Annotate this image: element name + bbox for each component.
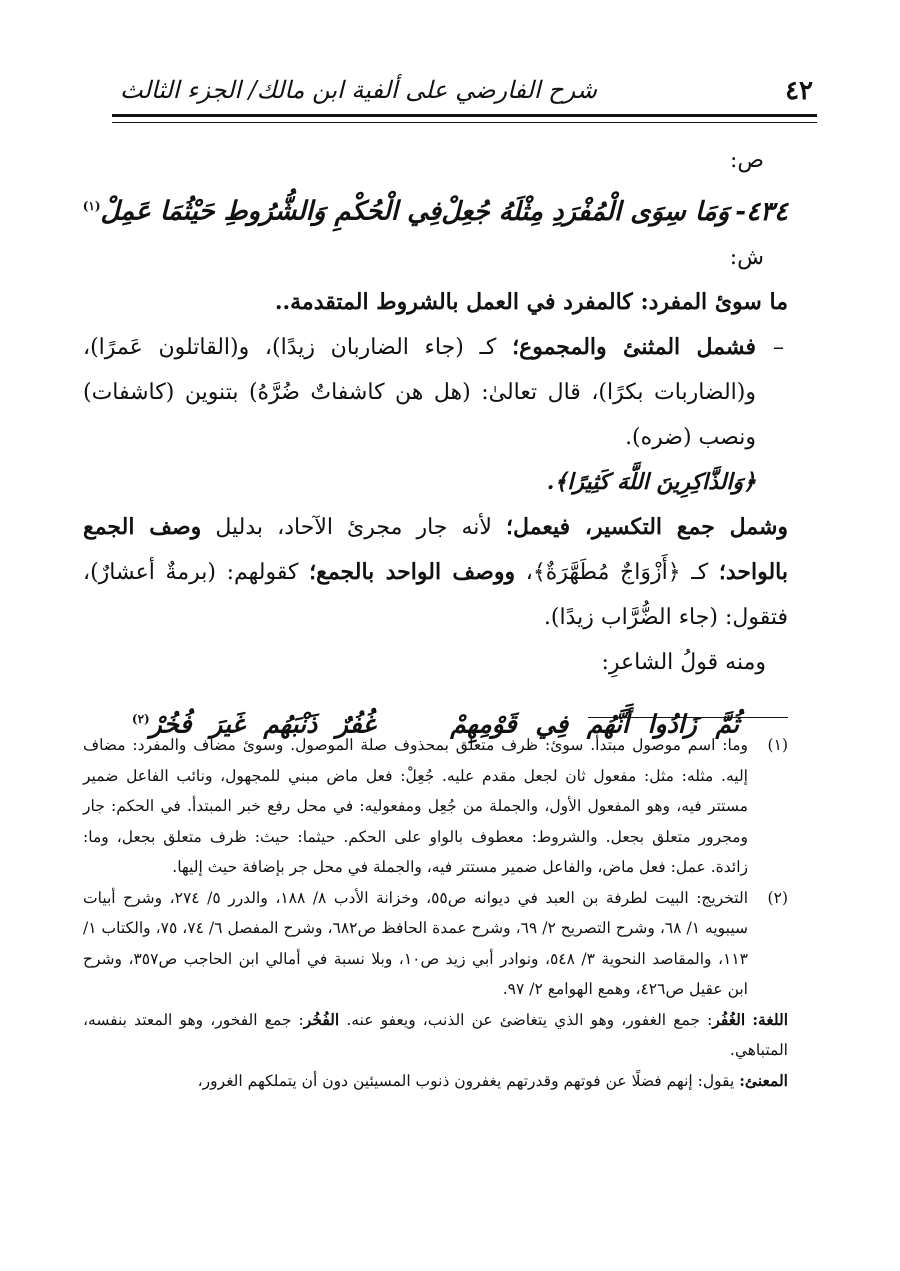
page-header: [112, 68, 817, 117]
lugha-text-1: : جمع الغفور، وهو الذي يتغاضئ عن الذنب، ويعفو عنه.: [339, 1010, 713, 1029]
lugha-word-1: الغُفُر: [712, 1009, 746, 1029]
main-text: [83, 138, 788, 746]
maana-note: [83, 1066, 788, 1097]
taksir-text-3: كقولهم: (برمةٌ أعشارٌ)، فتقول: (جاء الضُّرَّاب زيدًا).: [83, 559, 788, 630]
taksir-text-2: كـ ﴿أَزْوَاجٌ مُطَهَّرَةٌ﴾،: [515, 559, 719, 585]
bullet-paragraph: [83, 325, 788, 460]
alfiya-verse: [83, 183, 788, 235]
footnote-2-text: التخريج: البيت لطرفة بن العبد في ديوانه ص٥٥، وخزانة الأدب ٨/ ١٨٨، والدرر ٥/ ٢٧٤، وشرح أبيات سيبويه ١/ ٦٨، وشرح التصريح ٢/ ٦٩، وشرح عمدة الحافظ ص٦٨٢، وشرح المفصل ٦/ ٧٤، ٧٥، والكتاب ١/ ١١٣، والمقاصد النحوية ٣/ ٥٤٨، ونوادر أبي زيد ص١٠، وبلا نسبة في أمالي ابن الحاجب ص٣٥٧، وشرح ابن عقيل ص٤٢٦، وهمع الهوامع ٢/ ٩٧.: [83, 888, 749, 998]
paragraph-taksir: [83, 505, 788, 640]
footnote-2-mark: (٢): [767, 888, 788, 907]
section-label-shin: ش:: [729, 244, 764, 270]
footnote-1-mark: (١): [767, 736, 788, 754]
lugha-text-2: : جمع الفخور، وهو المعتد بنفسه، المتباهي.: [83, 1010, 788, 1059]
taksir-bold-1: وشمل جمع التكسير، فيعمل؛: [506, 513, 789, 540]
verse-hemistich-first: [441, 189, 788, 235]
footnote-ref-1: (١): [82, 199, 101, 213]
poet-intro: ومنه قولُ الشاعرِ:: [601, 649, 766, 675]
running-title: شرح الفارضي على ألفية ابن مالك/ الجزء الثالث: [120, 76, 597, 104]
verse-hemistich-second-text: فِي الْحُكْمِ وَالشُّرُوطِ حَيْثُمَا عَمِلْ: [100, 196, 442, 227]
footnote-1-text: وما: اسم موصول مبتدأ. سوئ: ظرف متعلق بمحذوف صلة الموصول. وسوئ مضاف والمفرد: مضاف إليه. مثله: مثل: مفعول ثان لجعل مقدم عليه. جُعِلْ: فعل ماض مبني للمجهول، ونائب الفاعل ضمير مستتر فيه، وهو المفعول الأول، والجملة من جُعِل ومفعوليه: في محل رفع خبر المبتدأ. في الحكم: جار ومجرور متعلق بجعل. والشروط: معطوف بالواو على الحكم. حيثما: حيث: ظرف متعلق بجعل، وما: زائدة. عمل: فعل ماض، والفاعل ضمير مستتر فيه، والجملة في محل جر بإضافة حيث إليها.: [83, 736, 748, 876]
taksir-text-1: لأنه جار مجرئ الآحاد، بدليل: [201, 514, 507, 540]
verse-hemistich-second: [83, 183, 442, 235]
lugha-word-2: الفُخُر: [303, 1009, 340, 1029]
taksir-bold-2: وصف الجمع بالواحد؛: [83, 513, 788, 585]
maana-text: يقول: إنهم فضلًا عن فوتهم وقدرتهم يغفرون ذنوب المسيئين دون أن يتملكهم الغرور،: [197, 1071, 740, 1090]
quran-quote: ﴿وَالذَّاكِرِينَ اللَّهَ كَثِيرًا﴾.: [546, 468, 756, 495]
lugha-label: اللغة:: [752, 1009, 788, 1029]
poem-hemistich-second: غُفُرٌ ذَنْبَهُم غَيرَ فُخُرْ: [149, 708, 376, 738]
footnote-1: [83, 730, 788, 883]
bullet-dash: –: [773, 334, 784, 360]
lead-sentence: ما سوئ المفرد: كالمفرد في العمل بالشروط المتقدمة..: [274, 288, 788, 315]
footnote-separator: [588, 717, 788, 718]
poem-hemistich-first: ثُمَّ زَادُوا أَنَّهُم فِي قَوْمِهِمْ: [450, 708, 740, 738]
verse-number: ٤٣٤-: [735, 196, 788, 227]
taksir-bold-3: ووصف الواحد بالجمع؛: [309, 558, 516, 585]
footnote-2: [83, 883, 788, 1005]
bullet-bold-phrase: فشمل المثنئ والمجموع؛: [512, 333, 756, 360]
page-number: ٤٢: [785, 76, 813, 106]
verse-hemistich-first-text: وَمَا سِوَى الْمُفْرَدِ مِثْلَهُ جُعِلْ: [441, 196, 730, 227]
section-label-sad: ص:: [729, 148, 764, 173]
lugha-note: [83, 1005, 788, 1066]
footnote-ref-2: (٢): [131, 711, 150, 726]
bullet-text: كـ (جاء الضاربان زيدًا)، و(القاتلون عَمرًا)، و(الضاربات بكرًا)، قال تعالىٰ: (هل هن كاشفاتٌ ضُرَّهُ) بتنوين (كاشفات) ونصب (ضره).: [83, 334, 757, 450]
maana-label: المعنئ:: [739, 1070, 788, 1090]
footnotes: [83, 730, 788, 1096]
